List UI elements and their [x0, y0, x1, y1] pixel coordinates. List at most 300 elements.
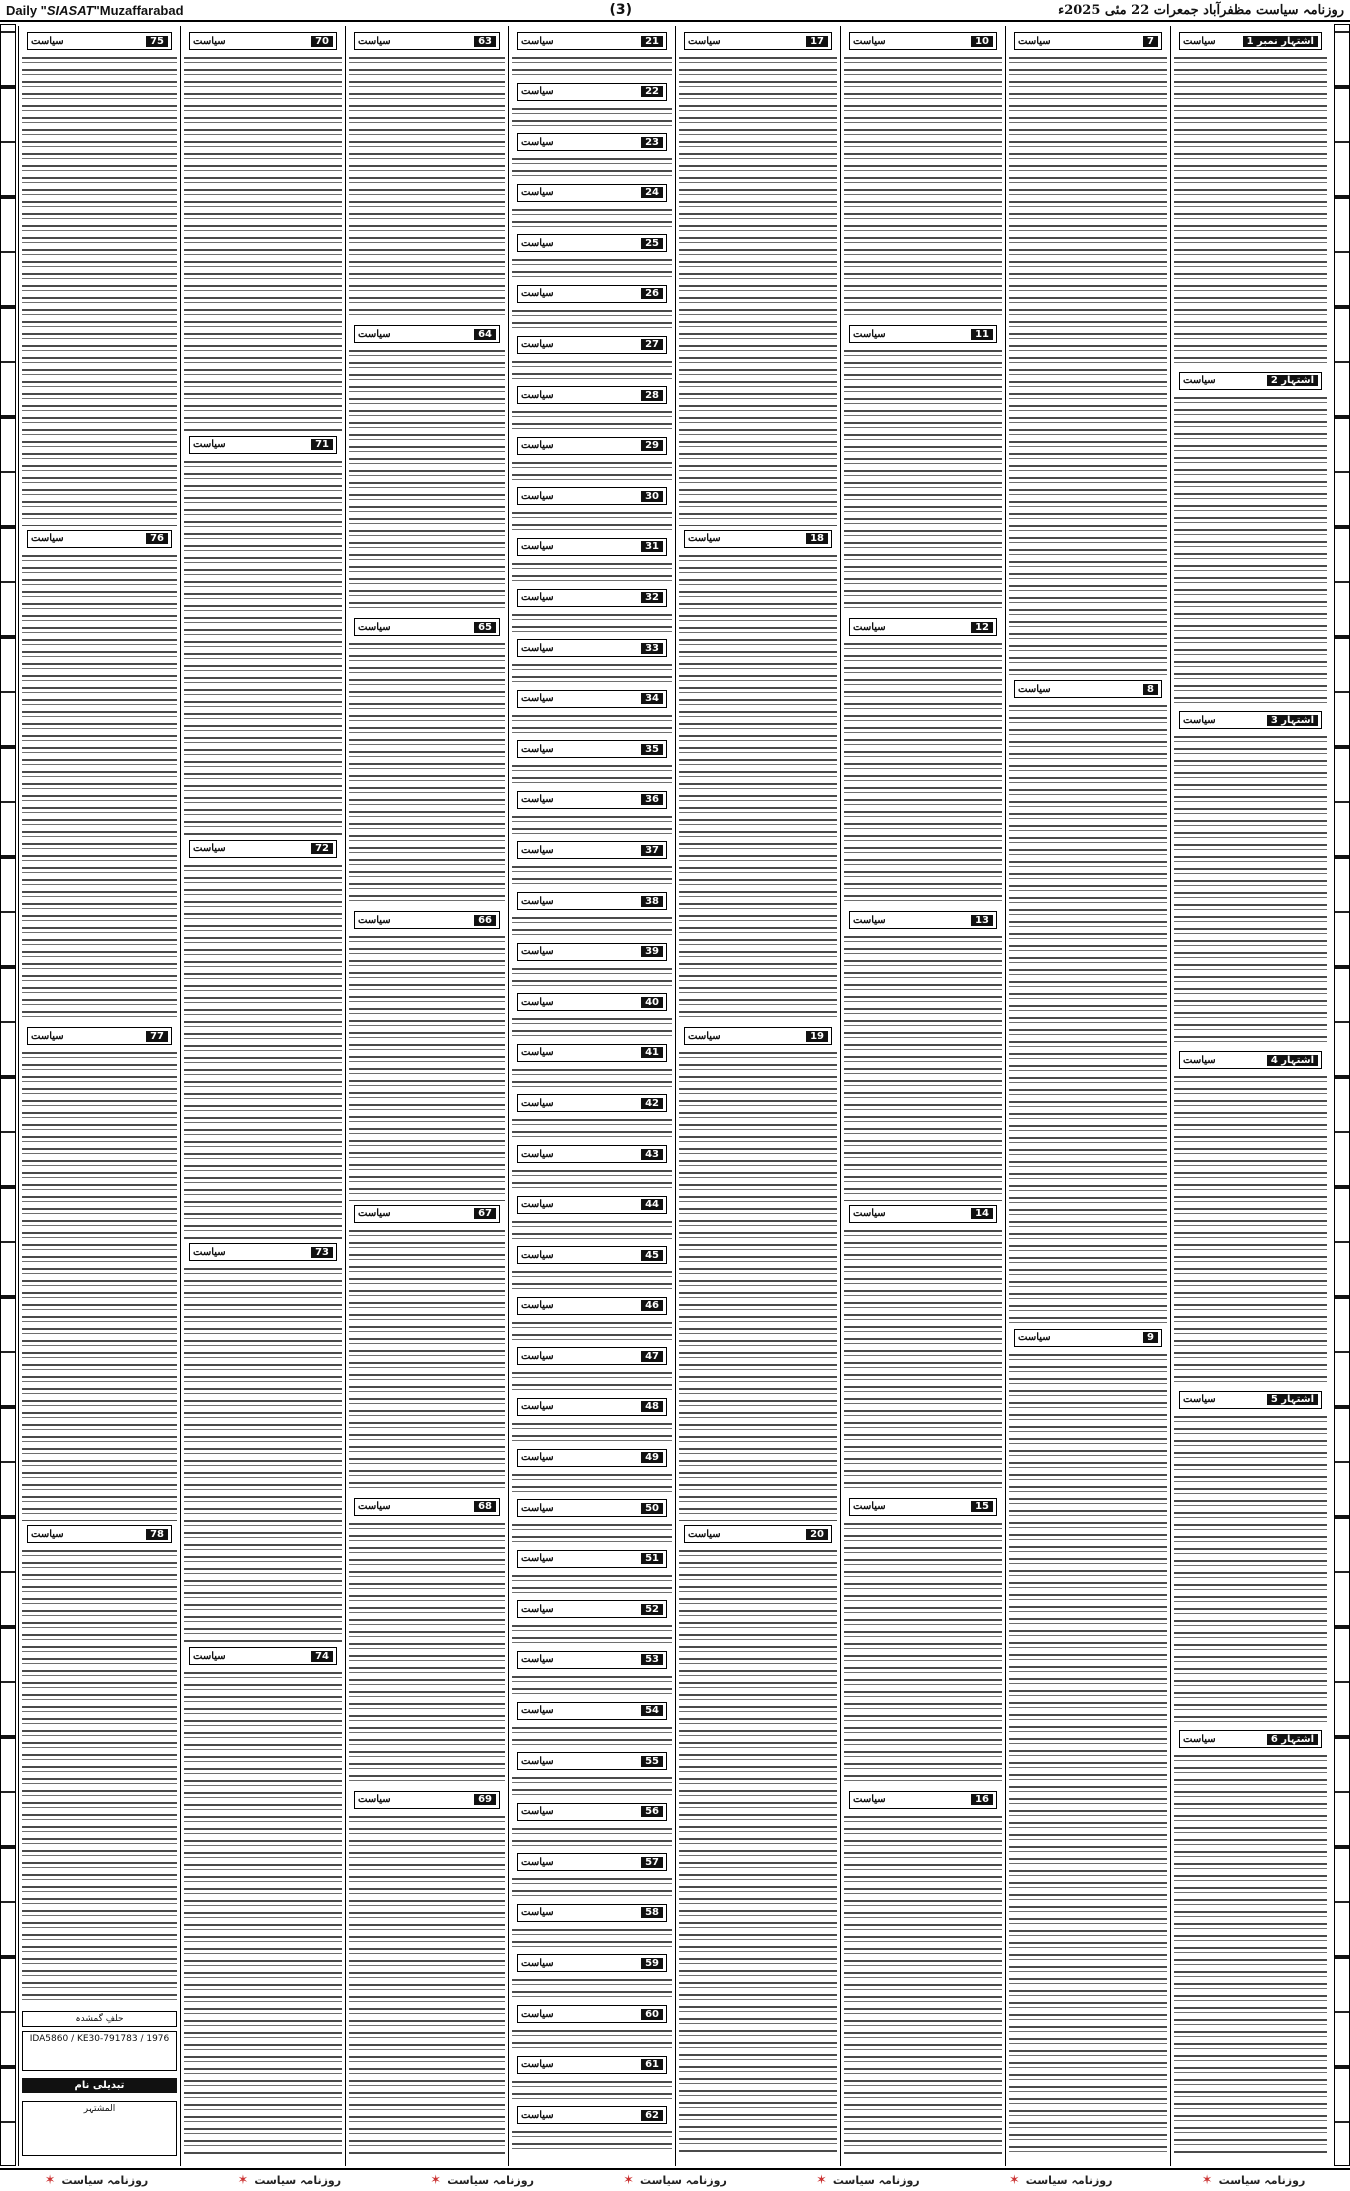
ad-header	[1179, 1051, 1322, 1069]
ad-number-badge: 26	[641, 288, 663, 299]
ad-number-badge: 45	[641, 1250, 663, 1261]
ad-header	[517, 1853, 667, 1871]
ad-header-logo: سیاست	[358, 914, 391, 926]
ad-header-logo: سیاست	[521, 237, 554, 249]
bottom-strip-segment	[816, 2173, 920, 2188]
ad-header-logo: سیاست	[1183, 375, 1216, 387]
brand-name: SIASAT	[46, 2, 94, 18]
ad-header	[517, 1449, 667, 1467]
bottom-strip-segment	[1009, 2173, 1113, 2188]
ad-header-logo: سیاست	[521, 1654, 554, 1666]
ad-header-logo: سیاست	[521, 2059, 554, 2071]
ad-header	[517, 892, 667, 910]
ad-header-logo: سیاست	[521, 642, 554, 654]
ad-body-text	[512, 155, 672, 180]
ad-header-logo: سیاست	[521, 1806, 554, 1818]
name-change-heading: تبدیلی نام	[22, 2078, 177, 2093]
ad-header	[517, 133, 667, 151]
ad-number-badge: 59	[641, 1958, 663, 1969]
ad-header-logo: سیاست	[688, 35, 721, 47]
ad-header-logo: سیاست	[521, 541, 554, 553]
ad-number-badge: 63	[474, 36, 496, 47]
brand-prefix: Daily "	[6, 2, 47, 18]
ad-body-text	[512, 1825, 672, 1850]
ad-header-logo: سیاست	[31, 1030, 64, 1042]
ad-header	[354, 325, 500, 343]
ad-body-text	[512, 1622, 672, 1647]
ad-number-badge: 44	[641, 1199, 663, 1210]
ad-body-text	[512, 712, 672, 737]
ad-number-badge: 53	[641, 1654, 663, 1665]
ad-number-badge: 15	[971, 1501, 993, 1512]
ad-header-logo: سیاست	[358, 1794, 391, 1806]
ad-header	[1014, 680, 1162, 698]
ad-header	[517, 589, 667, 607]
ad-number-badge: 52	[641, 1604, 663, 1615]
ad-number-badge: 17	[806, 36, 828, 47]
ad-number-badge: 34	[641, 693, 663, 704]
ad-body-text	[512, 105, 672, 130]
ad-header	[517, 1752, 667, 1770]
bottom-strip-segment	[430, 2173, 534, 2188]
ad-number-badge: 35	[641, 744, 663, 755]
bottom-strip-segment	[45, 2173, 149, 2188]
ad-header-logo: سیاست	[853, 914, 886, 926]
ad-body-text	[679, 1049, 837, 1521]
ad-header	[1179, 1391, 1322, 1409]
ad-body-text	[512, 1319, 672, 1344]
ad-body-text	[512, 1724, 672, 1749]
ad-body-text	[679, 54, 837, 526]
ad-header-logo: سیاست	[853, 621, 886, 633]
ad-header	[517, 538, 667, 556]
ad-header	[517, 1954, 667, 1972]
ad-header	[517, 234, 667, 252]
ad-body-text	[844, 933, 1002, 1200]
ad-number-badge: 49	[641, 1452, 663, 1463]
ad-header-logo: سیاست	[521, 1401, 554, 1413]
ad-number-badge: 32	[641, 592, 663, 603]
ad-body-text	[512, 459, 672, 484]
column-2	[1005, 26, 1170, 2166]
ad-header-logo: سیاست	[853, 1794, 886, 1806]
ad-header-logo: سیاست	[521, 35, 554, 47]
ad-header	[684, 1525, 832, 1543]
ad-number-badge: 76	[146, 533, 168, 544]
ad-number-badge: 16	[971, 1794, 993, 1805]
ad-header	[517, 2106, 667, 2124]
star-icon: ✶	[430, 2173, 442, 2188]
ad-header-logo: سیاست	[521, 440, 554, 452]
ad-header	[517, 336, 667, 354]
ad-header	[517, 1347, 667, 1365]
ad-body-text	[1009, 1351, 1167, 2154]
ad-body-text	[22, 1049, 177, 1521]
ad-body-text	[512, 611, 672, 636]
column-3	[840, 26, 1005, 2166]
ad-number-badge: 71	[311, 439, 333, 450]
ad-number-badge: 77	[146, 1031, 168, 1042]
ad-header-logo: سیاست	[521, 1249, 554, 1261]
ad-header-logo: سیاست	[853, 328, 886, 340]
ad-header	[1179, 711, 1322, 729]
ad-header	[517, 2005, 667, 2023]
ad-header	[517, 1196, 667, 1214]
ad-header	[517, 1600, 667, 1618]
ad-body-text	[512, 1471, 672, 1496]
ad-header	[189, 1647, 337, 1665]
ad-body-text	[1174, 54, 1327, 368]
ad-number-badge: 61	[641, 2059, 663, 2070]
ad-body-text	[1174, 1752, 1327, 2154]
bottom-strip-label: روزنامہ سیاست	[640, 2174, 727, 2187]
star-icon: ✶	[1008, 2173, 1020, 2188]
ad-number-badge: 48	[641, 1401, 663, 1412]
ad-header	[517, 83, 667, 101]
ad-body-text	[512, 2027, 672, 2052]
ad-header	[684, 1027, 832, 1045]
ad-body-text	[512, 54, 672, 79]
ad-body-text	[512, 1926, 672, 1951]
ad-header	[517, 639, 667, 657]
ad-number-badge: اشتہار 5	[1267, 1394, 1318, 1405]
ad-header	[517, 1904, 667, 1922]
ad-number-badge: اشتہار 6	[1267, 1734, 1318, 1745]
ad-body-text	[512, 2078, 672, 2103]
ad-header-logo: سیاست	[31, 1528, 64, 1540]
ad-body-text	[184, 458, 342, 836]
page-number: (3)	[609, 2, 633, 18]
ad-body-text	[512, 1116, 672, 1141]
ad-header-logo: سیاست	[1183, 714, 1216, 726]
ad-header	[517, 32, 667, 50]
ad-body-text	[349, 1813, 505, 2154]
ad-header-logo: سیاست	[521, 1502, 554, 1514]
bottom-strip-segment	[623, 2173, 727, 2188]
ad-number-badge: 57	[641, 1857, 663, 1868]
ad-body-text	[349, 1227, 505, 1494]
ad-header-logo: سیاست	[688, 533, 721, 545]
ad-header	[189, 1243, 337, 1261]
ad-header	[517, 943, 667, 961]
ad-number-badge: 60	[641, 2009, 663, 2020]
ad-body-text	[1174, 733, 1327, 1047]
ad-header	[1179, 372, 1322, 390]
column-5	[508, 26, 675, 2166]
brand-city: "Muzaffarabad	[93, 2, 184, 18]
ad-body-text	[22, 1547, 177, 2002]
ad-body-text	[1174, 1073, 1327, 1387]
star-icon: ✶	[1201, 2173, 1213, 2188]
ad-header	[517, 437, 667, 455]
ad-header-logo: سیاست	[521, 1148, 554, 1160]
ad-body-text	[679, 552, 837, 1024]
ad-header-logo: سیاست	[521, 136, 554, 148]
ad-body-text	[22, 54, 177, 526]
ad-body-text	[349, 933, 505, 1200]
ad-header-logo: سیاست	[1183, 35, 1216, 47]
ad-body-text	[512, 408, 672, 433]
masthead-date-title: روزنامہ سیاست مظفرآباد جمعرات 22 مئی 2025ء	[1058, 2, 1344, 18]
star-icon: ✶	[44, 2173, 56, 2188]
ad-header-logo: سیاست	[521, 1047, 554, 1059]
ad-number-badge: 18	[806, 533, 828, 544]
ad-header-logo: سیاست	[521, 1350, 554, 1362]
right-border-ornament	[1334, 24, 1350, 2166]
ad-header-logo: سیاست	[193, 1246, 226, 1258]
ad-number-badge: 39	[641, 946, 663, 957]
ad-header-logo: سیاست	[193, 439, 226, 451]
ad-body-text	[512, 965, 672, 990]
ad-header-logo: سیاست	[521, 946, 554, 958]
column-7	[180, 26, 345, 2166]
ad-header-logo: سیاست	[521, 1452, 554, 1464]
ad-body-text	[512, 1875, 672, 1900]
ad-header	[354, 1791, 500, 1809]
ad-header	[354, 911, 500, 929]
ad-header-logo: سیاست	[521, 1199, 554, 1211]
ad-header	[517, 487, 667, 505]
ad-number-badge: 24	[641, 187, 663, 198]
left-border-ornament	[0, 24, 16, 2166]
ad-header	[354, 618, 500, 636]
ad-number-badge: 22	[641, 86, 663, 97]
ad-number-badge: 31	[641, 541, 663, 552]
notice-reference-box: IDA5860 / KE30-791783 / 1976	[22, 2031, 177, 2071]
ad-body-text	[1009, 54, 1167, 676]
ad-header-logo: سیاست	[521, 339, 554, 351]
ad-header	[849, 1498, 997, 1516]
ad-header	[517, 1499, 667, 1517]
ad-header	[27, 530, 172, 548]
ad-body-text	[512, 1167, 672, 1192]
ad-header-logo: سیاست	[1018, 683, 1051, 695]
ad-number-badge: 20	[806, 1529, 828, 1540]
ad-number-badge: اشتہار 2	[1267, 375, 1318, 386]
ad-header	[517, 285, 667, 303]
ad-body-text	[512, 1420, 672, 1445]
ad-number-badge: 19	[806, 1031, 828, 1042]
ad-header	[517, 1297, 667, 1315]
ad-header-logo: سیاست	[1183, 1394, 1216, 1406]
ad-number-badge: 12	[971, 622, 993, 633]
ad-header	[1014, 32, 1162, 50]
ad-header-logo: سیاست	[521, 1907, 554, 1919]
ad-header	[517, 791, 667, 809]
ad-number-badge: 65	[474, 622, 496, 633]
ad-number-badge: 70	[311, 36, 333, 47]
column-1	[1170, 26, 1330, 2166]
ad-header	[354, 1498, 500, 1516]
ad-header	[849, 1791, 997, 1809]
ad-header-logo: سیاست	[521, 592, 554, 603]
ad-number-badge: 72	[311, 843, 333, 854]
ad-body-text	[844, 1813, 1002, 2154]
bottom-strip-label: روزنامہ سیاست	[447, 2174, 534, 2187]
ad-header	[1179, 32, 1322, 50]
ad-header	[1179, 1730, 1322, 1748]
ad-header-logo: سیاست	[31, 35, 64, 47]
ad-header	[189, 32, 337, 50]
ad-header-logo: سیاست	[521, 1603, 554, 1615]
ad-body-text	[512, 1572, 672, 1597]
ad-header	[517, 1094, 667, 1112]
ad-body-text	[512, 1369, 672, 1394]
ad-number-badge: 37	[641, 845, 663, 856]
ad-header	[517, 386, 667, 404]
ad-number-badge: 36	[641, 794, 663, 805]
ad-number-badge: 38	[641, 896, 663, 907]
ad-number-badge: 30	[641, 491, 663, 502]
ad-header-logo: سیاست	[521, 86, 554, 98]
ad-number-badge: اشتہار 3	[1267, 715, 1318, 726]
ad-header-logo: سیاست	[31, 533, 64, 545]
bottom-strip-label: روزنامہ سیاست	[1025, 2174, 1113, 2187]
ad-number-badge: 40	[641, 997, 663, 1008]
bottom-strip-segment	[237, 2173, 341, 2188]
ad-number-badge: 69	[474, 1794, 496, 1805]
ad-body-text	[512, 307, 672, 332]
star-icon: ✶	[623, 2173, 635, 2188]
ad-header	[1014, 1329, 1162, 1347]
ad-header-logo: سیاست	[521, 895, 554, 907]
ad-header-logo: سیاست	[521, 389, 554, 401]
ad-header-logo: سیاست	[521, 2109, 554, 2121]
ad-body-text	[349, 54, 505, 321]
ad-header-logo: سیاست	[853, 1208, 886, 1220]
bottom-border-strip	[0, 2168, 1350, 2191]
ad-header	[849, 618, 997, 636]
column-4	[675, 26, 840, 2166]
ad-number-badge: 73	[311, 1247, 333, 1258]
ad-header-logo: سیاست	[688, 1528, 721, 1540]
ad-number-badge: 23	[641, 137, 663, 148]
ad-body-text	[184, 862, 342, 1240]
ad-header	[189, 840, 337, 858]
ad-header-logo: سیاست	[521, 1300, 554, 1312]
ad-number-badge: اشتہار 4	[1267, 1055, 1318, 1066]
ad-header-logo: سیاست	[521, 1705, 554, 1716]
ad-header-logo: سیاست	[1018, 1332, 1051, 1344]
ad-header	[517, 1550, 667, 1568]
ad-header	[27, 1525, 172, 1543]
ad-header-logo: سیاست	[358, 328, 391, 340]
bottom-strip-segment	[1202, 2173, 1306, 2188]
ad-header-logo: سیاست	[521, 1553, 554, 1565]
ad-body-text	[349, 640, 505, 907]
ad-header	[517, 1246, 667, 1264]
ad-number-badge: 7	[1143, 36, 1158, 47]
ad-number-badge: 50	[641, 1503, 663, 1514]
ad-number-badge: 55	[641, 1756, 663, 1767]
ad-body-text	[1009, 702, 1167, 1324]
ad-header-logo: سیاست	[521, 996, 554, 1008]
ad-header-logo: سیاست	[1018, 35, 1051, 47]
ad-header	[684, 32, 832, 50]
ad-body-text	[512, 1015, 672, 1040]
ad-header	[517, 993, 667, 1011]
ad-header-logo: سیاست	[521, 1755, 554, 1767]
ad-body-text	[184, 1669, 342, 2154]
ad-header	[517, 1702, 667, 1720]
ad-header	[517, 1803, 667, 1821]
ad-body-text	[512, 358, 672, 383]
ad-header	[517, 841, 667, 859]
ad-body-text	[512, 206, 672, 231]
ad-body-text	[844, 54, 1002, 321]
ad-number-badge: 29	[641, 440, 663, 451]
ad-body-text	[512, 762, 672, 787]
ad-number-badge: 14	[971, 1208, 993, 1219]
ad-header	[354, 1205, 500, 1223]
ad-header-logo: سیاست	[1183, 1733, 1216, 1745]
ad-number-badge: 66	[474, 915, 496, 926]
column-8	[18, 26, 180, 2166]
ad-number-badge: 78	[146, 1529, 168, 1540]
ad-body-text	[679, 1547, 837, 2154]
ad-header-logo: سیاست	[193, 1650, 226, 1662]
ad-number-badge: 68	[474, 1501, 496, 1512]
star-icon: ✶	[237, 2173, 249, 2188]
ad-header-logo: سیاست	[521, 187, 554, 199]
masthead-brand	[6, 3, 184, 18]
ad-header-logo: سیاست	[193, 843, 226, 855]
ad-number-badge: 67	[474, 1208, 496, 1219]
ad-header-logo: سیاست	[358, 1208, 391, 1220]
ad-body-text	[184, 54, 342, 432]
ad-body-text	[1174, 1413, 1327, 1727]
ad-header	[849, 911, 997, 929]
ad-header-logo: سیاست	[358, 1501, 391, 1513]
ad-body-text	[512, 1066, 672, 1091]
ad-body-text	[349, 1520, 505, 1787]
ad-number-badge: 62	[641, 2110, 663, 2121]
ad-body-text	[512, 914, 672, 939]
bottom-strip-label: روزنامہ سیاست	[832, 2174, 920, 2187]
ad-body-text	[512, 1976, 672, 2001]
ad-number-badge: 28	[641, 390, 663, 401]
ad-header-logo: سیاست	[521, 693, 554, 705]
ad-body-text	[512, 1774, 672, 1799]
ad-number-badge: 51	[641, 1553, 663, 1564]
ad-header	[517, 740, 667, 758]
ad-header-logo: سیاست	[193, 35, 226, 47]
ad-header-logo: سیاست	[1183, 1054, 1216, 1066]
ad-header-logo: سیاست	[853, 1501, 886, 1513]
ad-body-text	[349, 347, 505, 614]
ad-number-badge: 41	[641, 1047, 663, 1058]
ad-header	[27, 1027, 172, 1045]
ad-body-text	[512, 813, 672, 838]
ad-header-logo: سیاست	[521, 844, 554, 856]
ad-body-text	[512, 863, 672, 888]
ad-number-badge: 42	[641, 1098, 663, 1109]
ad-header	[27, 32, 172, 50]
bottom-strip-label: روزنامہ سیاست	[254, 2174, 342, 2187]
ad-number-badge: اشتہار نمبر 1	[1243, 36, 1318, 47]
ad-header-logo: سیاست	[521, 288, 554, 300]
ad-number-badge: 33	[641, 643, 663, 654]
ad-number-badge: 58	[641, 1907, 663, 1918]
ad-body-text	[512, 1673, 672, 1698]
ad-header-logo: سیاست	[358, 621, 391, 633]
star-icon: ✶	[815, 2173, 827, 2188]
ad-header-logo: سیاست	[358, 35, 391, 47]
ad-body-text	[844, 1227, 1002, 1494]
ad-number-badge: 75	[146, 36, 168, 47]
ad-header-logo: سیاست	[521, 1856, 554, 1868]
masthead	[0, 0, 1350, 22]
